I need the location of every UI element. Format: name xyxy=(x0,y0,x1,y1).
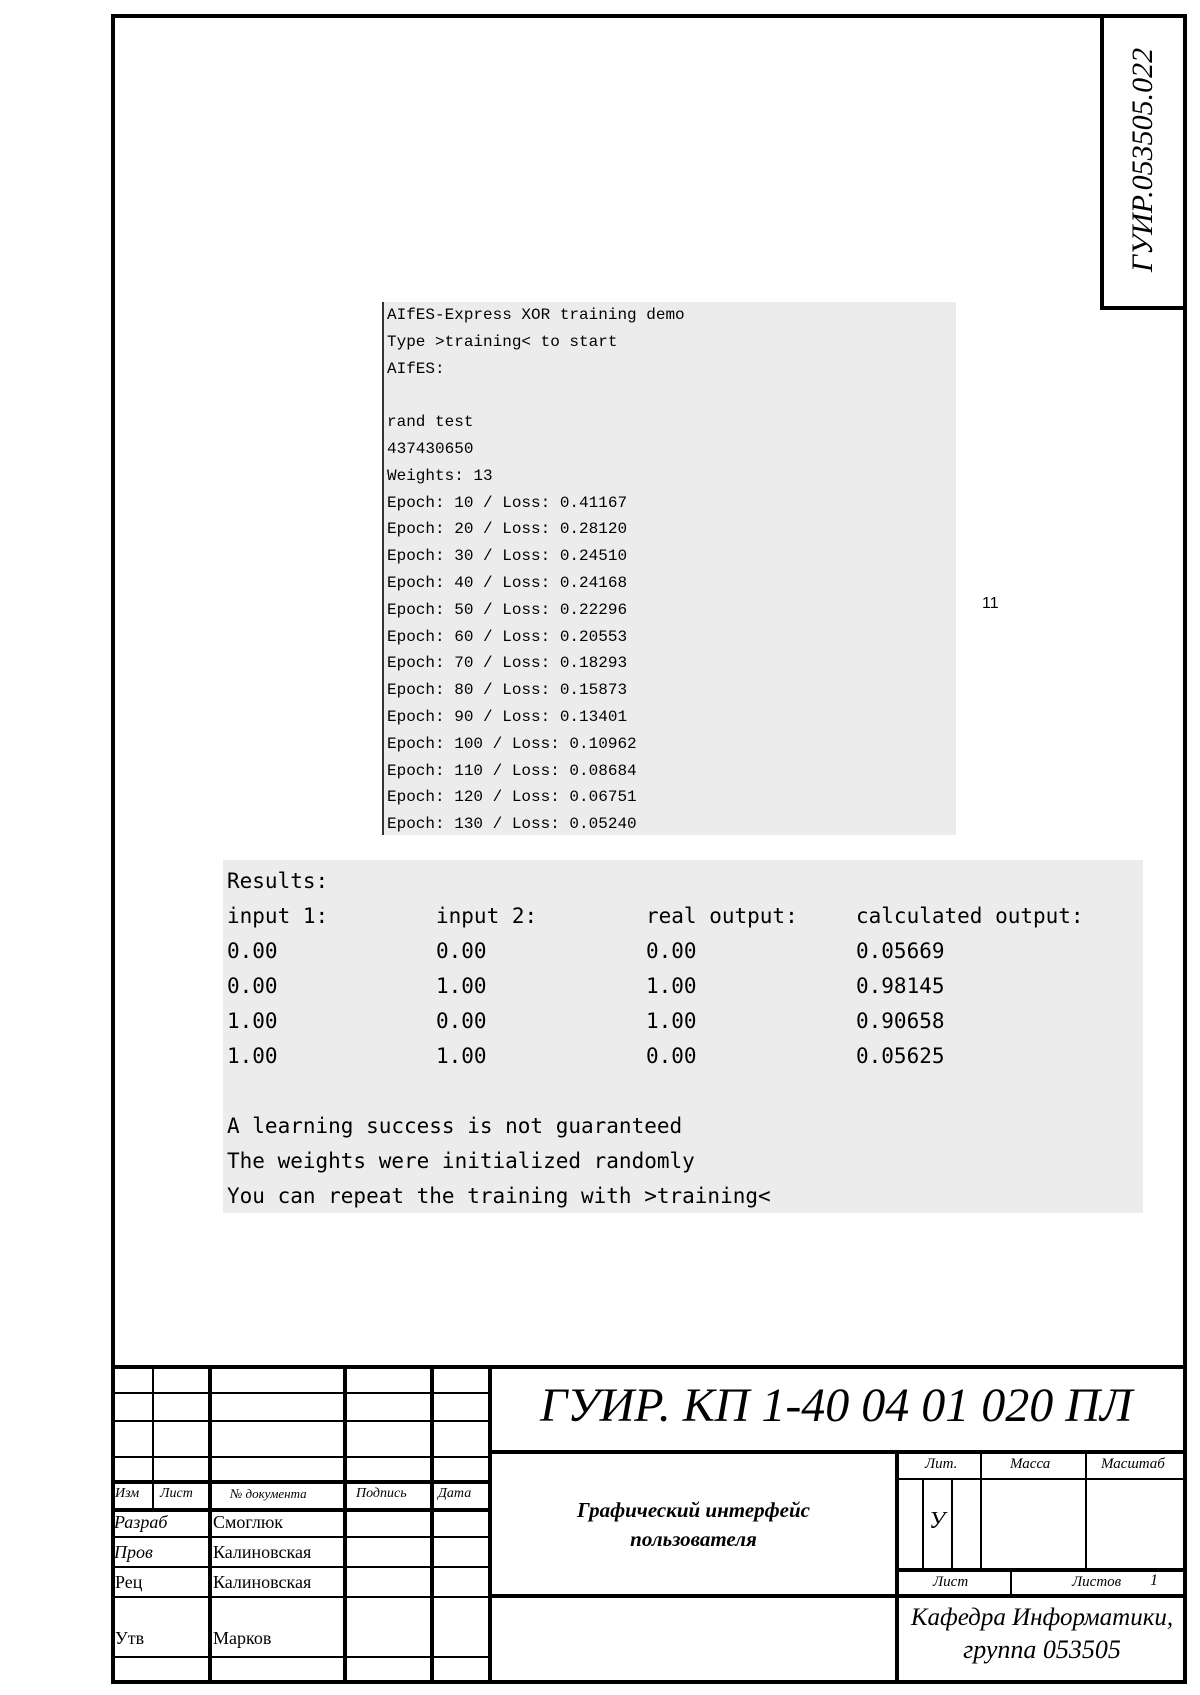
col-header-sign: Подпись xyxy=(356,1486,407,1501)
console-line: Epoch: 100 / Loss: 0.10962 xyxy=(387,734,637,753)
stamp-hline xyxy=(111,1392,490,1394)
stamp-hline xyxy=(111,1536,490,1538)
console-line: 437430650 xyxy=(387,440,474,458)
sheets-label: Листов xyxy=(1072,1574,1122,1590)
console-line: AIfES-Express XOR training demo xyxy=(387,306,685,324)
console-line: Epoch: 80 / Loss: 0.15873 xyxy=(387,681,628,700)
results-header-cell: real output: xyxy=(646,904,798,928)
stamp-hline xyxy=(490,1594,1187,1598)
console-output-panel xyxy=(382,302,956,835)
results-title: Results: xyxy=(227,869,329,893)
results-cell: 0.05625 xyxy=(856,1044,945,1068)
lit-label: Лит. xyxy=(925,1456,958,1472)
stamp-vline xyxy=(951,1480,953,1568)
results-cell: 0.98145 xyxy=(856,974,945,998)
results-cell: 0.00 xyxy=(227,939,278,963)
role-prov: Пров xyxy=(114,1542,153,1562)
drawing-frame xyxy=(111,14,1187,1684)
results-cell: 0.00 xyxy=(227,974,278,998)
console-line: AIfES: xyxy=(387,359,445,378)
console-line: Epoch: 60 / Loss: 0.20553 xyxy=(387,627,628,646)
stamp-hline xyxy=(897,1478,1187,1480)
name-utv: Марков xyxy=(213,1628,272,1648)
console-line: Epoch: 70 / Loss: 0.18293 xyxy=(387,654,628,673)
results-cell: 1.00 xyxy=(646,1009,697,1033)
console-line: Epoch: 10 / Loss: 0.41167 xyxy=(387,493,628,512)
col-header-doc: № документа xyxy=(230,1486,307,1501)
results-note-line: A learning success is not guaranteed xyxy=(227,1114,683,1138)
results-cell: 0.00 xyxy=(436,939,487,963)
stamp-vline xyxy=(1085,1452,1087,1568)
console-line: Epoch: 40 / Loss: 0.24168 xyxy=(387,574,628,592)
organization xyxy=(897,1602,1187,1666)
console-line: Type >training< to start xyxy=(387,332,618,351)
stamp-hline xyxy=(111,1420,490,1422)
stamp-hline xyxy=(111,1508,490,1512)
results-note-line: You can repeat the training with >training< xyxy=(227,1184,771,1208)
results-cell: 0.00 xyxy=(646,1044,697,1068)
stamp-vline xyxy=(343,1365,347,1684)
results-cell: 1.00 xyxy=(227,1009,278,1033)
stamp-hline xyxy=(111,1480,490,1484)
name-rec: Калиновская xyxy=(213,1572,312,1592)
console-line: Epoch: 120 / Loss: 0.06751 xyxy=(387,788,637,807)
lit-value: У xyxy=(929,1508,946,1534)
col-header-date: Дата xyxy=(438,1486,472,1501)
console-line: Epoch: 130 / Loss: 0.05240 xyxy=(387,815,637,834)
col-header-list: Лист xyxy=(160,1486,193,1501)
stamp-hline xyxy=(111,1456,490,1458)
console-line: Epoch: 90 / Loss: 0.13401 xyxy=(387,708,628,726)
console-line: Weights: 13 xyxy=(387,466,493,485)
stamp-top-border xyxy=(111,1365,1187,1369)
doc-number: ГУИР. КП 1-40 04 01 020 ПЛ xyxy=(540,1379,1133,1432)
sheets-value: 1 xyxy=(1150,1572,1158,1589)
stamp-hline xyxy=(897,1568,1187,1572)
results-header-cell: input 1: xyxy=(227,904,329,928)
stamp-hline xyxy=(111,1566,490,1568)
stamp-hline xyxy=(111,1656,490,1658)
results-header-cell: input 2: xyxy=(436,904,538,928)
stamp-vline xyxy=(208,1365,212,1684)
console-line: Epoch: 50 / Loss: 0.22296 xyxy=(387,600,628,619)
role-razrab: Разраб xyxy=(114,1512,168,1532)
stamp-vline xyxy=(1010,1570,1012,1594)
results-cell: 1.00 xyxy=(436,974,487,998)
results-header-cell: calculated output: xyxy=(856,904,1084,928)
stamp-hline xyxy=(111,1596,490,1598)
console-line: Epoch: 30 / Loss: 0.24510 xyxy=(387,547,628,566)
col-header-izm: Изм xyxy=(115,1486,140,1501)
doc-title xyxy=(492,1496,895,1554)
results-cell: 1.00 xyxy=(436,1044,487,1068)
console-line: rand test xyxy=(387,413,474,432)
doc-title-line2: пользователя xyxy=(630,1527,757,1551)
results-cell: 0.05669 xyxy=(856,939,945,963)
console-line: Epoch: 20 / Loss: 0.28120 xyxy=(387,520,628,539)
role-rec: Рец xyxy=(115,1572,143,1592)
name-razrab: Смоглюк xyxy=(213,1512,284,1532)
sheet-label: Лист xyxy=(933,1574,969,1590)
results-cell: 0.90658 xyxy=(856,1009,945,1033)
stamp-vline xyxy=(922,1480,924,1568)
role-utv: Утв xyxy=(115,1628,145,1648)
scale-label: Масштаб xyxy=(1101,1456,1165,1472)
doc-title-line1: Графический интерфейс xyxy=(576,1498,811,1522)
console-line: Epoch: 110 / Loss: 0.08684 xyxy=(387,761,637,780)
page-marker: 11 xyxy=(982,595,999,612)
results-cell: 0.00 xyxy=(646,939,697,963)
stamp-vline xyxy=(980,1452,982,1568)
stamp-vline xyxy=(152,1365,154,1510)
stamp-vline xyxy=(430,1365,434,1684)
org-line2: группа 053505 xyxy=(963,1635,1121,1664)
results-cell: 0.00 xyxy=(436,1009,487,1033)
name-prov: Калиновская xyxy=(213,1542,312,1562)
mass-label: Масса xyxy=(1010,1456,1051,1472)
results-note-line: The weights were initialized randomly xyxy=(227,1149,695,1173)
org-line1: Кафедра Информатики, xyxy=(910,1604,1174,1631)
stamp-hline xyxy=(490,1450,1187,1454)
results-cell: 1.00 xyxy=(646,974,697,998)
results-cell: 1.00 xyxy=(227,1044,278,1068)
